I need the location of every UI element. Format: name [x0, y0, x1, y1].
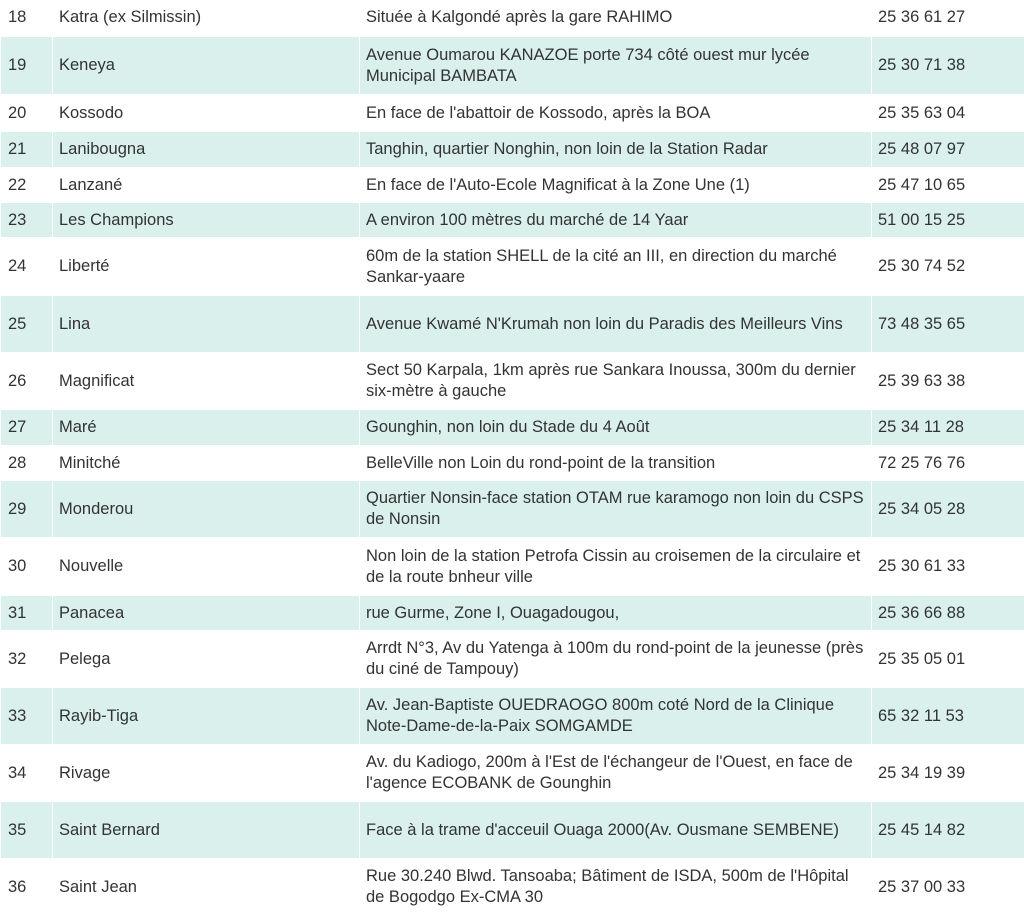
- row-number: 29: [1, 481, 53, 538]
- row-number: 19: [1, 37, 53, 95]
- pharmacy-name: Lanibougna: [53, 132, 360, 168]
- row-number: 24: [1, 238, 53, 296]
- pharmacy-address: Située à Kalgondé après la gare RAHIMO: [360, 0, 872, 37]
- pharmacy-phone: 73 48 35 65: [872, 296, 1024, 353]
- pharmacy-address: Arrdt N°3, Av du Yatenga à 100m du rond-point de la jeunesse (près du ciné de Tampouy): [360, 631, 872, 688]
- pharmacy-name: Maré: [53, 410, 360, 446]
- pharmacy-phone: 25 30 74 52: [872, 238, 1024, 296]
- table-row: [1, 353, 1024, 410]
- pharmacy-address: Tanghin, quartier Nonghin, non loin de la Station Radar: [360, 132, 872, 168]
- pharmacy-phone: 25 35 05 01: [872, 631, 1024, 688]
- pharmacy-phone: 25 47 10 65: [872, 168, 1024, 203]
- row-number: 21: [1, 132, 53, 168]
- pharmacy-name: Saint Bernard: [53, 802, 360, 859]
- table-body: [1, 0, 1024, 916]
- pharmacy-address: Sect 50 Karpala, 1km après rue Sankara Inoussa, 300m du dernier six-mètre à gauche: [360, 353, 872, 410]
- pharmacy-name: Les Champions: [53, 203, 360, 238]
- row-number: 36: [1, 859, 53, 916]
- table-row: [1, 203, 1024, 238]
- table-row: [1, 481, 1024, 538]
- table-row: [1, 238, 1024, 296]
- table-row: [1, 859, 1024, 916]
- row-number: 25: [1, 296, 53, 353]
- pharmacy-address: Face à la trame d'acceuil Ouaga 2000(Av. Ousmane SEMBENE): [360, 802, 872, 859]
- pharmacy-phone: 25 30 71 38: [872, 37, 1024, 95]
- pharmacy-name: Kossodo: [53, 95, 360, 132]
- pharmacy-phone: 25 39 63 38: [872, 353, 1024, 410]
- pharmacy-name: Katra (ex Silmissin): [53, 0, 360, 37]
- table-row: [1, 446, 1024, 481]
- table-row: [1, 745, 1024, 802]
- row-number: 27: [1, 410, 53, 446]
- pharmacy-name: Monderou: [53, 481, 360, 538]
- pharmacy-address: 60m de la station SHELL de la cité an III, en direction du marché Sankar-yaare: [360, 238, 872, 296]
- pharmacy-phone: 25 34 05 28: [872, 481, 1024, 538]
- row-number: 32: [1, 631, 53, 688]
- pharmacy-phone: 51 00 15 25: [872, 203, 1024, 238]
- row-number: 20: [1, 95, 53, 132]
- pharmacy-phone: 25 35 63 04: [872, 95, 1024, 132]
- pharmacy-name: Minitché: [53, 446, 360, 481]
- pharmacy-name: Liberté: [53, 238, 360, 296]
- row-number: 31: [1, 596, 53, 631]
- table-row: [1, 688, 1024, 745]
- table-row: [1, 410, 1024, 446]
- pharmacy-phone: 25 34 11 28: [872, 410, 1024, 446]
- pharmacy-phone: 65 32 11 53: [872, 688, 1024, 745]
- table-row: [1, 296, 1024, 353]
- pharmacy-phone: 25 34 19 39: [872, 745, 1024, 802]
- pharmacy-name: Rivage: [53, 745, 360, 802]
- table-row: [1, 37, 1024, 95]
- pharmacy-name: Panacea: [53, 596, 360, 631]
- pharmacy-address: En face de l'abattoir de Kossodo, après la BOA: [360, 95, 872, 132]
- pharmacy-phone: 25 48 07 97: [872, 132, 1024, 168]
- row-number: 22: [1, 168, 53, 203]
- row-number: 34: [1, 745, 53, 802]
- pharmacy-address: En face de l'Auto-Ecole Magnificat à la Zone Une (1): [360, 168, 872, 203]
- pharmacy-phone: 25 36 66 88: [872, 596, 1024, 631]
- pharmacy-name: Keneya: [53, 37, 360, 95]
- row-number: 30: [1, 538, 53, 596]
- table-row: [1, 596, 1024, 631]
- table-row: [1, 802, 1024, 859]
- pharmacy-address: A environ 100 mètres du marché de 14 Yaar: [360, 203, 872, 238]
- row-number: 23: [1, 203, 53, 238]
- table-row: [1, 168, 1024, 203]
- pharmacy-phone: 25 30 61 33: [872, 538, 1024, 596]
- pharmacy-name: Rayib-Tiga: [53, 688, 360, 745]
- pharmacy-phone: 25 36 61 27: [872, 0, 1024, 37]
- pharmacy-name: Lanzané: [53, 168, 360, 203]
- table-row: [1, 95, 1024, 132]
- pharmacy-address: Rue 30.240 Blwd. Tansoaba; Bâtiment de ISDA, 500m de l'Hôpital de Bogodgo Ex-CMA 30: [360, 859, 872, 916]
- pharmacy-address: Gounghin, non loin du Stade du 4 Août: [360, 410, 872, 446]
- row-number: 26: [1, 353, 53, 410]
- row-number: 33: [1, 688, 53, 745]
- pharmacy-name: Nouvelle: [53, 538, 360, 596]
- row-number: 18: [1, 0, 53, 37]
- pharmacy-name: Magnificat: [53, 353, 360, 410]
- pharmacy-address: Non loin de la station Petrofa Cissin au croisemen de la circulaire et de la route bnheur ville: [360, 538, 872, 596]
- table-row: [1, 631, 1024, 688]
- pharmacy-name: Pelega: [53, 631, 360, 688]
- pharmacy-name: Lina: [53, 296, 360, 353]
- pharmacy-address: Av. Jean-Baptiste OUEDRAOGO 800m coté Nord de la Clinique Note-Dame-de-la-Paix SOMGAMDE: [360, 688, 872, 745]
- pharmacy-address: rue Gurme, Zone I, Ouagadougou,: [360, 596, 872, 631]
- pharmacy-address: Avenue Oumarou KANAZOE porte 734 côté ouest mur lycée Municipal BAMBATA: [360, 37, 872, 95]
- row-number: 28: [1, 446, 53, 481]
- pharmacy-address: Av. du Kadiogo, 200m à l'Est de l'échangeur de l'Ouest, en face de l'agence ECOBANK de Gounghin: [360, 745, 872, 802]
- pharmacy-name: Saint Jean: [53, 859, 360, 916]
- pharmacy-phone: 25 45 14 82: [872, 802, 1024, 859]
- row-number: 35: [1, 802, 53, 859]
- pharmacy-address: BelleVille non Loin du rond-point de la transition: [360, 446, 872, 481]
- table-row: [1, 132, 1024, 168]
- table-row: [1, 538, 1024, 596]
- table-row: [1, 0, 1024, 37]
- pharmacy-address: Quartier Nonsin-face station OTAM rue karamogo non loin du CSPS de Nonsin: [360, 481, 872, 538]
- pharmacy-phone: 25 37 00 33: [872, 859, 1024, 916]
- pharmacy-address: Avenue Kwamé N'Krumah non loin du Paradis des Meilleurs Vins: [360, 296, 872, 353]
- pharmacy-phone: 72 25 76 76: [872, 446, 1024, 481]
